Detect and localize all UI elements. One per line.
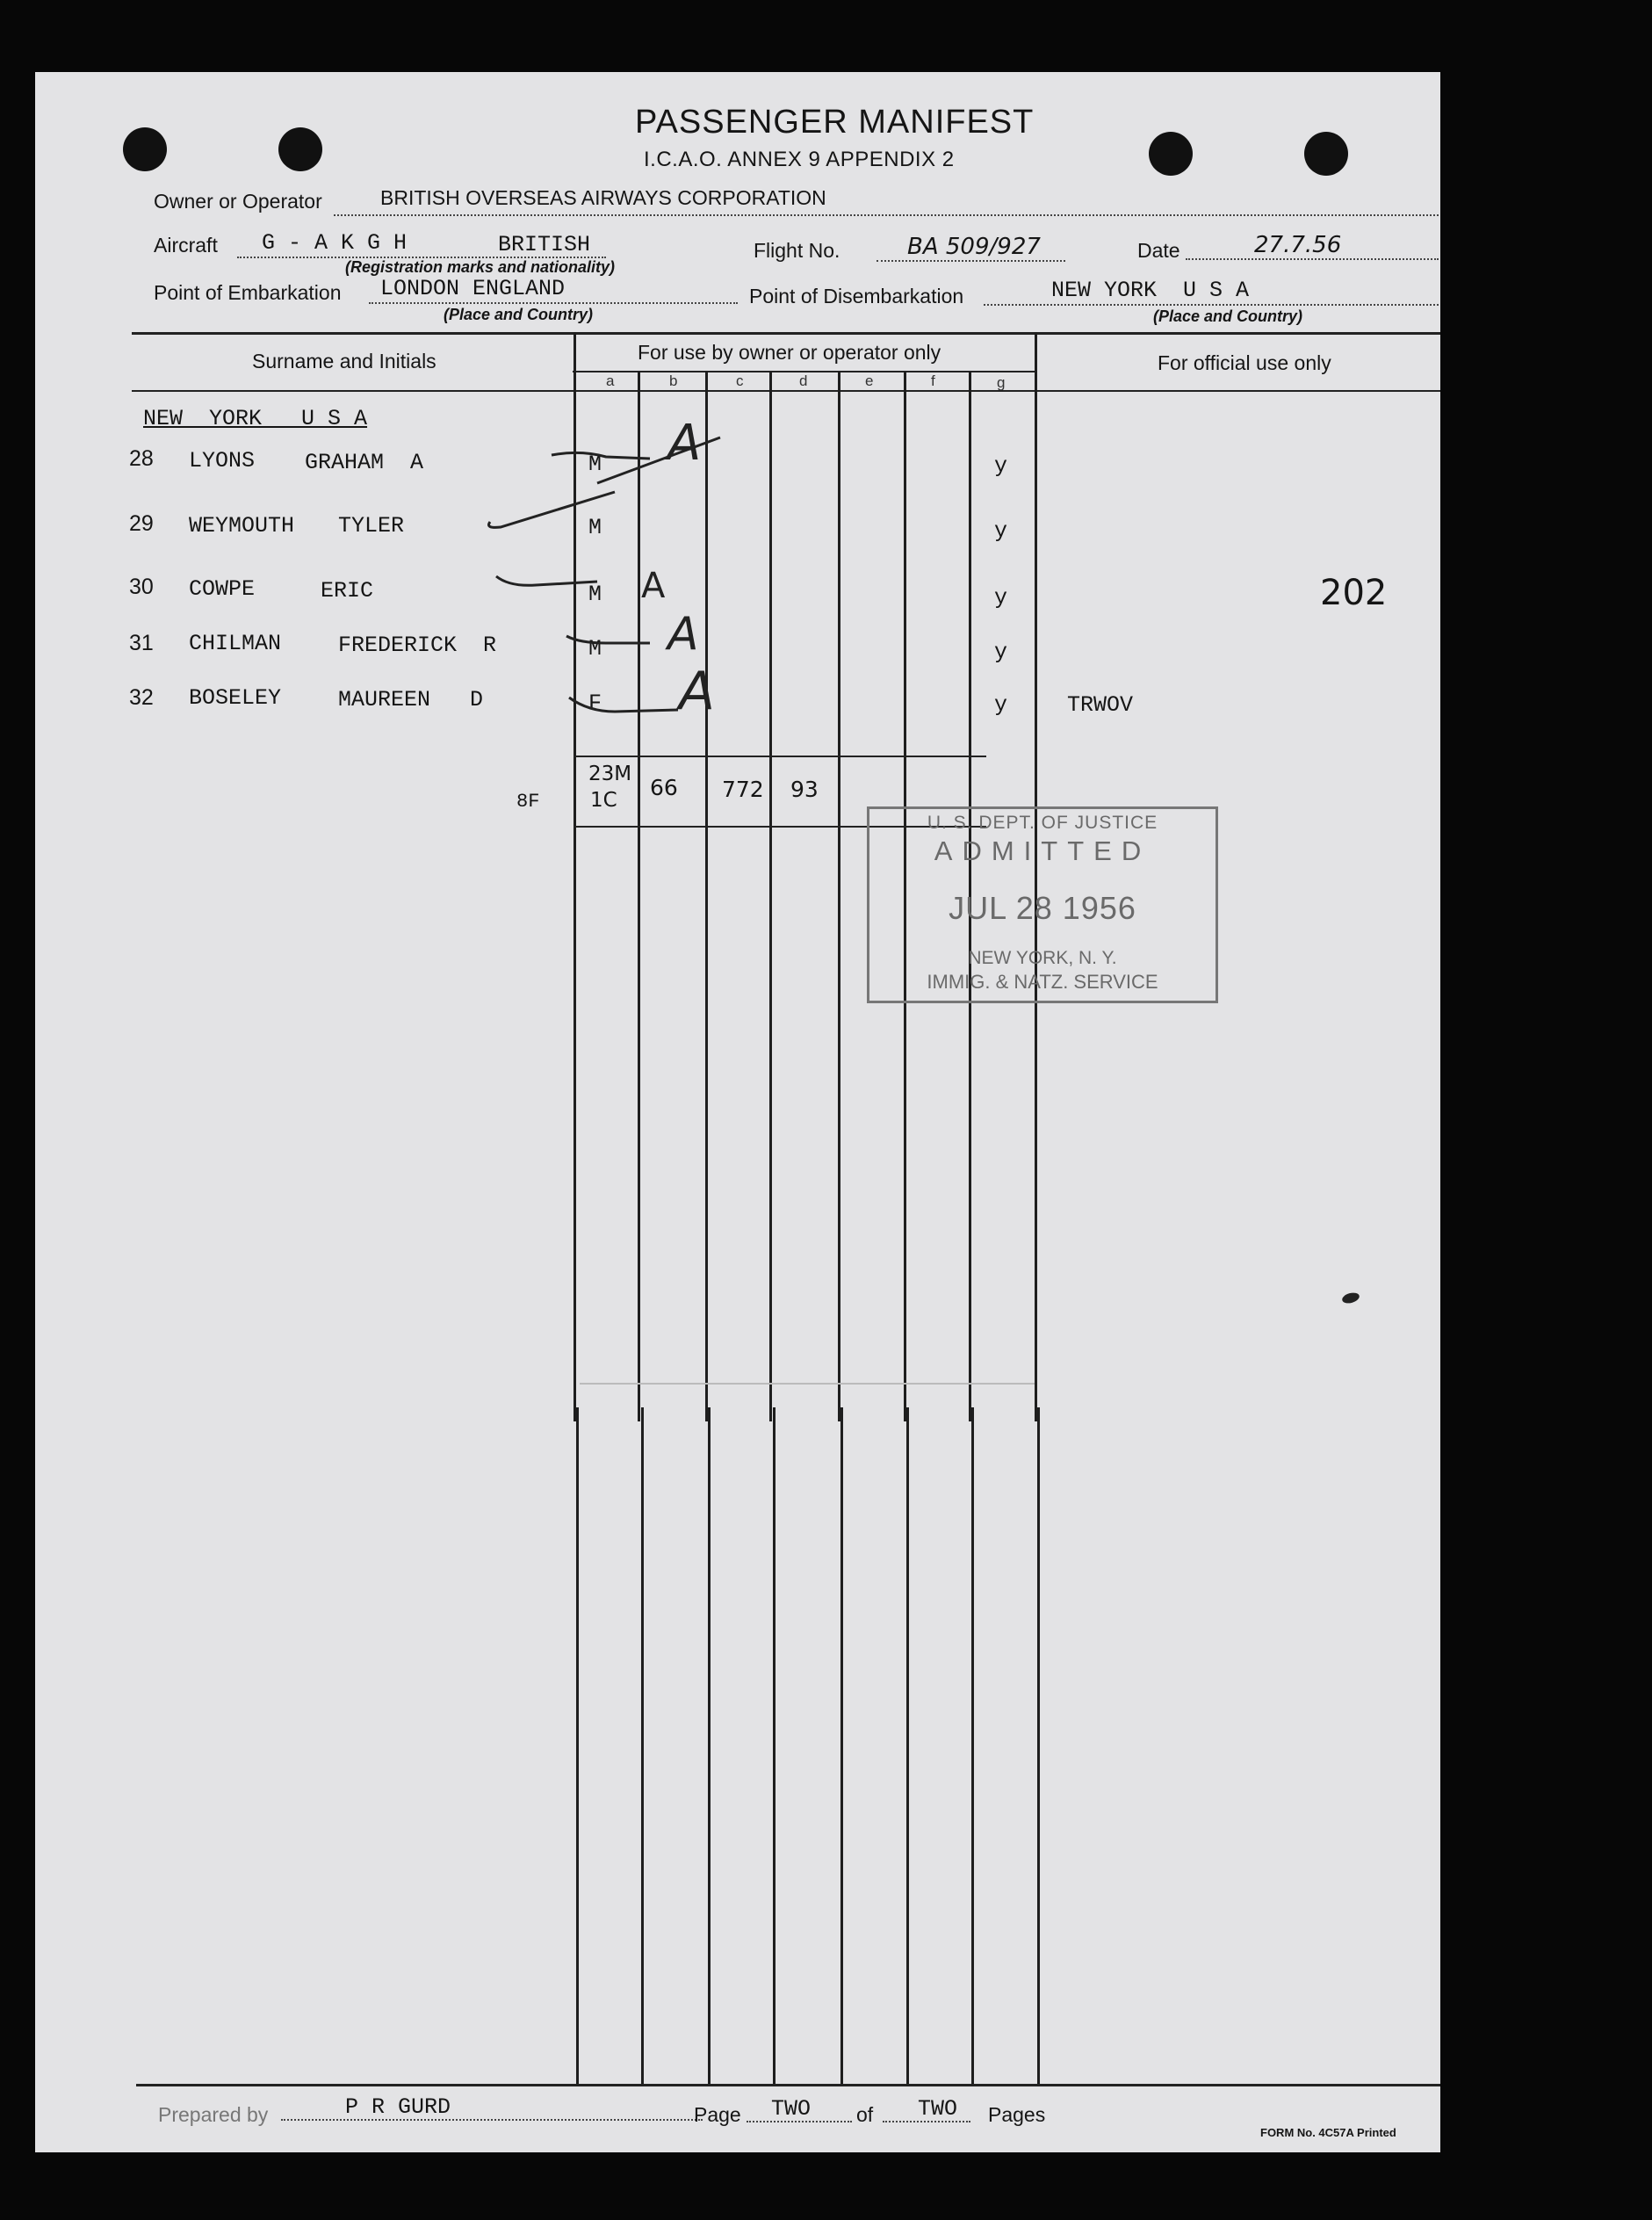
passenger-given-names: TYLER <box>338 513 405 539</box>
official-note: TRWOV <box>1067 692 1134 718</box>
passenger-surname: LYONS <box>189 448 256 474</box>
official-column-header: For official use only <box>1158 351 1331 374</box>
form-subtitle: I.C.A.O. ANNEX 9 APPENDIX 2 <box>644 148 955 171</box>
ink-speck <box>1341 1291 1360 1305</box>
pages-label: Pages <box>988 2103 1046 2126</box>
cell-g: y <box>994 453 1008 479</box>
page-label: Page <box>694 2103 741 2126</box>
row-number: 30 <box>129 575 154 599</box>
date-label: Date <box>1137 239 1180 262</box>
aircraft-registration: G - A K G H <box>262 230 408 256</box>
embarkation-value: LONDON ENGLAND <box>380 276 566 301</box>
column-b-header: b <box>669 372 678 389</box>
row-number: 32 <box>129 685 154 710</box>
cell-g: y <box>994 518 1008 544</box>
stamp-date: JUL 28 1956 <box>949 890 1136 926</box>
cell-g: y <box>994 692 1008 718</box>
registration-note: (Registration marks and nationality) <box>345 258 616 276</box>
column-g-header: g <box>997 374 1006 391</box>
cell-b-mark: A <box>667 608 699 661</box>
row-number: 28 <box>129 446 154 471</box>
aircraft-label: Aircraft <box>154 234 218 257</box>
passenger-given-names: MAUREEN D <box>338 687 484 712</box>
cell-b-mark: A <box>641 566 666 606</box>
totals-b: 66 <box>650 775 678 800</box>
cell-a: M <box>588 452 602 477</box>
disembarkation-value: NEW YORK U S A <box>1051 278 1250 303</box>
column-a-header: a <box>606 372 615 389</box>
row-number: 29 <box>129 511 154 536</box>
cell-a: M <box>588 636 602 662</box>
flight-value: BA 509/927 <box>907 234 1041 260</box>
row-number: 31 <box>129 631 154 655</box>
stamp-location: NEW YORK, N. Y. <box>968 948 1117 968</box>
cell-a: M <box>588 582 602 607</box>
embarkation-label: Point of Embarkation <box>154 281 342 304</box>
column-c-header: c <box>736 372 744 389</box>
page-of-label: of <box>856 2103 874 2126</box>
manifest-sheet <box>35 72 1440 2152</box>
flight-label: Flight No. <box>754 239 840 262</box>
passenger-surname: COWPE <box>189 576 256 602</box>
page-value: TWO <box>771 2096 812 2122</box>
column-d-header: d <box>799 372 808 389</box>
passenger-surname: BOSELEY <box>189 685 282 711</box>
passenger-surname: CHILMAN <box>189 631 282 656</box>
pen-checkmarks <box>35 72 1440 863</box>
column-f-header: f <box>931 372 935 389</box>
section-heading: NEW YORK U S A <box>143 406 368 431</box>
cell-g: y <box>994 585 1008 611</box>
column-e-header: e <box>865 372 874 389</box>
surname-column-header: Surname and Initials <box>252 350 436 372</box>
disembarkation-label: Point of Disembarkation <box>749 285 964 307</box>
prepared-by-label: Prepared by <box>158 2103 269 2126</box>
owner-label: Owner or Operator <box>154 190 322 213</box>
form-title: PASSENGER MANIFEST <box>635 104 1035 141</box>
page-total-value: TWO <box>918 2096 958 2122</box>
cell-b-mark: A <box>679 661 716 722</box>
stamp-service: IMMIG. & NATZ. SERVICE <box>927 971 1158 993</box>
operator-column-header: For use by owner or operator only <box>638 341 941 364</box>
admitted-stamp <box>867 806 1218 1003</box>
cell-b-mark: A <box>667 415 702 472</box>
totals-c: 772 <box>722 777 764 802</box>
embarkation-note: (Place and Country) <box>444 306 594 323</box>
stamp-status: ADMITTED <box>934 835 1151 866</box>
aircraft-nationality: BRITISH <box>498 232 591 257</box>
disembarkation-note: (Place and Country) <box>1153 307 1303 325</box>
form-number: FORM No. 4C57A Printed <box>1260 2126 1396 2139</box>
owner-value: BRITISH OVERSEAS AIRWAYS CORPORATION <box>380 186 826 209</box>
stamp-agency: U. S. DEPT. OF JUSTICE <box>927 813 1158 833</box>
cell-a: M <box>588 515 602 540</box>
totals-a-line2: 1C <box>590 789 617 812</box>
cell-g: y <box>994 640 1008 665</box>
prepared-by-value: P R GURD <box>345 2094 451 2120</box>
totals-a-line1: 23M <box>588 763 632 785</box>
cell-a: F <box>588 691 602 716</box>
passenger-given-names: GRAHAM A <box>305 450 424 475</box>
totals-d: 93 <box>790 777 819 802</box>
date-value: 27.7.56 <box>1254 232 1342 258</box>
totals-label: 8F <box>516 791 540 813</box>
passenger-surname: WEYMOUTH <box>189 513 295 539</box>
passenger-given-names: FREDERICK R <box>338 633 497 658</box>
passenger-given-names: ERIC <box>321 578 374 604</box>
official-reference-number: 202 <box>1320 573 1388 613</box>
